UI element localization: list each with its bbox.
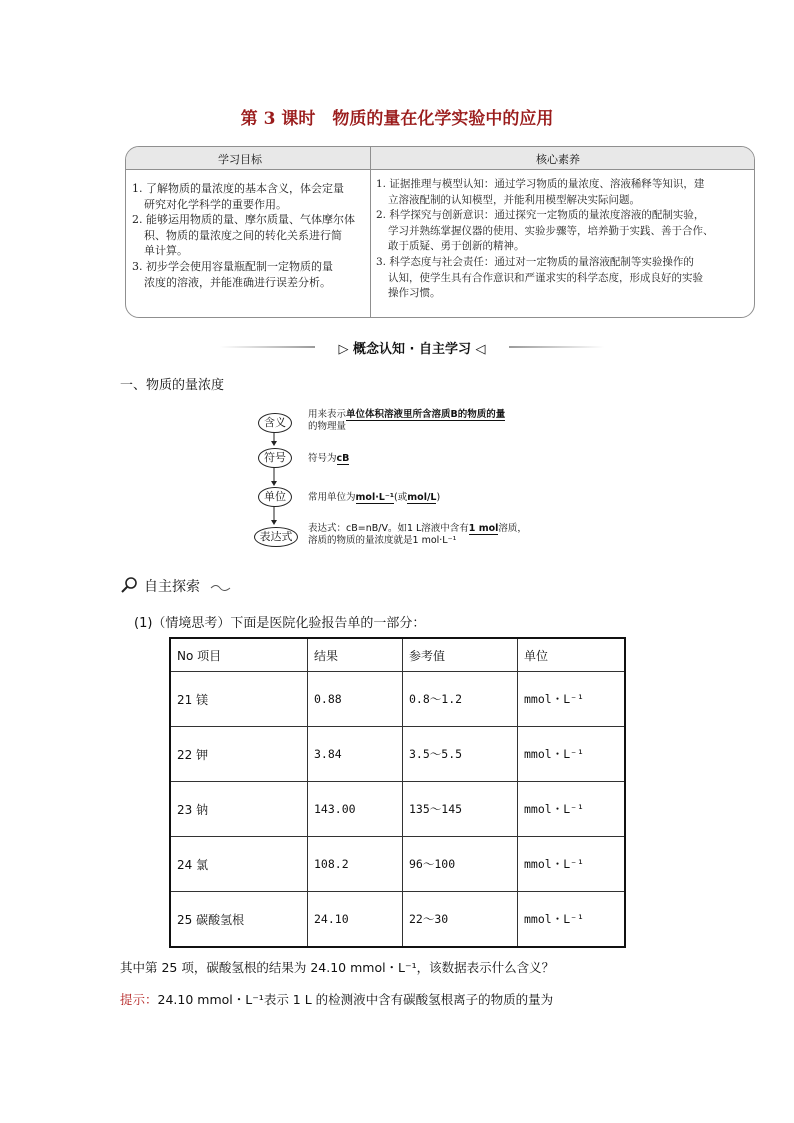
literacy-line: 1. 证据推理与模型认知：通过学习物质的量浓度、溶液稀释等知识，建 xyxy=(376,178,705,190)
cell-unit: mmol・L⁻¹ xyxy=(518,782,626,837)
goal-line: 3. 初步学会使用容量瓶配制一定物质的量 xyxy=(132,259,333,273)
table-row xyxy=(170,892,625,948)
literacy-line: 操作习惯。 xyxy=(388,287,441,300)
goal-line: 1. 了解物质的量浓度的基本含义，体会定量 xyxy=(132,182,344,195)
decorative-swirl-icon xyxy=(210,582,232,594)
node-expression: 表达式 xyxy=(254,527,298,547)
goal-line: 研究对化学科学的重要作用。 xyxy=(144,197,287,211)
goals-header: 学习目标 xyxy=(218,153,262,166)
banner-arrow-right-icon: ▷ xyxy=(338,342,349,357)
hint-paragraph xyxy=(120,990,553,1008)
meaning-text: 用来表示单位体积溶液里所含溶质B的物质的量 的物理量 xyxy=(308,409,506,432)
goal-line: 浓度的溶液，并能准确进行误差分析。 xyxy=(144,275,331,289)
explore-heading: 自主探索 xyxy=(120,576,240,594)
cell-result: 108.2 xyxy=(308,837,403,892)
cell-unit: mmol・L⁻¹ xyxy=(518,672,626,727)
cell-result: 24.10 xyxy=(308,892,403,948)
goal-line: 积、物质的量浓度之间的转化关系进行简 xyxy=(144,228,342,242)
table-row xyxy=(170,837,625,892)
question-intro: (1)（情境思考）下面是医院化验报告单的一部分： xyxy=(134,616,426,631)
cell-item: 21 镁 xyxy=(170,672,308,727)
lab-report-table xyxy=(169,637,626,948)
hint-text: 24.10 mmol・L⁻¹表示 1 L 的检测液中含有碳酸氢根离子的物质的量为 xyxy=(157,992,554,1007)
cell-result: 3.84 xyxy=(308,727,403,782)
table-row xyxy=(170,727,625,782)
cell-item: 23 钠 xyxy=(170,782,308,837)
goals-list xyxy=(132,181,368,290)
cell-result: 0.88 xyxy=(308,672,403,727)
table-row xyxy=(170,782,625,837)
cell-item: 25 碳酸氢根 xyxy=(170,892,308,948)
header-item: No 项目 xyxy=(170,638,308,672)
cell-item: 24 氯 xyxy=(170,837,308,892)
cell-reference: 135～145 xyxy=(403,782,518,837)
cell-item: 22 钾 xyxy=(170,727,308,782)
cell-reference: 22～30 xyxy=(403,892,518,948)
literacy-list xyxy=(376,177,752,302)
literacy-header: 核心素养 xyxy=(536,153,580,166)
objectives-divider xyxy=(370,147,371,317)
objectives-table xyxy=(125,146,755,318)
goal-line: 2. 能够运用物质的量、摩尔质量、气体摩尔体 xyxy=(132,213,355,227)
literacy-line: 3. 科学态度与社会责任：通过对一定物质的量溶液配制等实验操作的 xyxy=(376,255,694,268)
banner-title: ▷ 概念认知 · 自主学习 ◁ xyxy=(338,342,486,357)
literacy-line: 立溶液配制的认知模型，并能利用模型解决实际问题。 xyxy=(388,193,640,206)
cell-reference: 0.8～1.2 xyxy=(403,672,518,727)
banner-arrow-left-icon: ◁ xyxy=(475,342,486,357)
magnifier-icon xyxy=(120,576,138,594)
literacy-line: 2. 科学探究与创新意识：通过探究一定物质的量浓度溶液的配制实验， xyxy=(376,209,705,222)
literacy-line: 学习并熟练掌握仪器的使用、实验步骤等，培养勤于实践、善于合作、 xyxy=(388,224,714,237)
question-text: 其中第 25 项，碳酸氢根的结果为 24.10 mmol・L⁻¹，该数据表示什么含义？ xyxy=(120,960,555,975)
page-title: 第 3 课时 物质的量在化学实验中的应用 xyxy=(240,109,554,129)
section-title: 一、物质的量浓度 xyxy=(120,378,225,393)
node-symbol: 符号 xyxy=(258,448,292,468)
literacy-line: 敢于质疑、勇于创新的精神。 xyxy=(388,240,525,253)
cell-unit: mmol・L⁻¹ xyxy=(518,892,626,948)
table-row xyxy=(170,672,625,727)
concept-mindmap xyxy=(250,405,550,555)
cell-reference: 96～100 xyxy=(403,837,518,892)
node-unit: 单位 xyxy=(258,487,292,507)
node-meaning: 含义 xyxy=(258,413,292,433)
literacy-line: 认知，使学生具有合作意识和严谨求实的科学态度，形成良好的实验 xyxy=(388,271,703,284)
cell-unit: mmol・L⁻¹ xyxy=(518,727,626,782)
unit-text: 常用单位为mol·L⁻¹(或mol/L) xyxy=(308,492,441,503)
objectives-header xyxy=(126,147,754,170)
header-unit: 单位 xyxy=(518,638,626,672)
header-reference: 参考值 xyxy=(403,638,518,672)
hint-label: 提示： xyxy=(120,992,158,1007)
table-header-row xyxy=(170,638,625,672)
cell-unit: mmol・L⁻¹ xyxy=(518,837,626,892)
cell-result: 143.00 xyxy=(308,782,403,837)
header-result: 结果 xyxy=(308,638,403,672)
goal-line: 单计算。 xyxy=(144,244,188,258)
section-banner xyxy=(220,338,604,356)
expression-text: 表达式：cB=nB/V。如1 L溶液中含有1 mol溶质， 溶质的物质的量浓度就是1 mol·L⁻¹ xyxy=(308,523,527,546)
symbol-text: 符号为cB xyxy=(308,453,350,464)
cell-reference: 3.5～5.5 xyxy=(403,727,518,782)
